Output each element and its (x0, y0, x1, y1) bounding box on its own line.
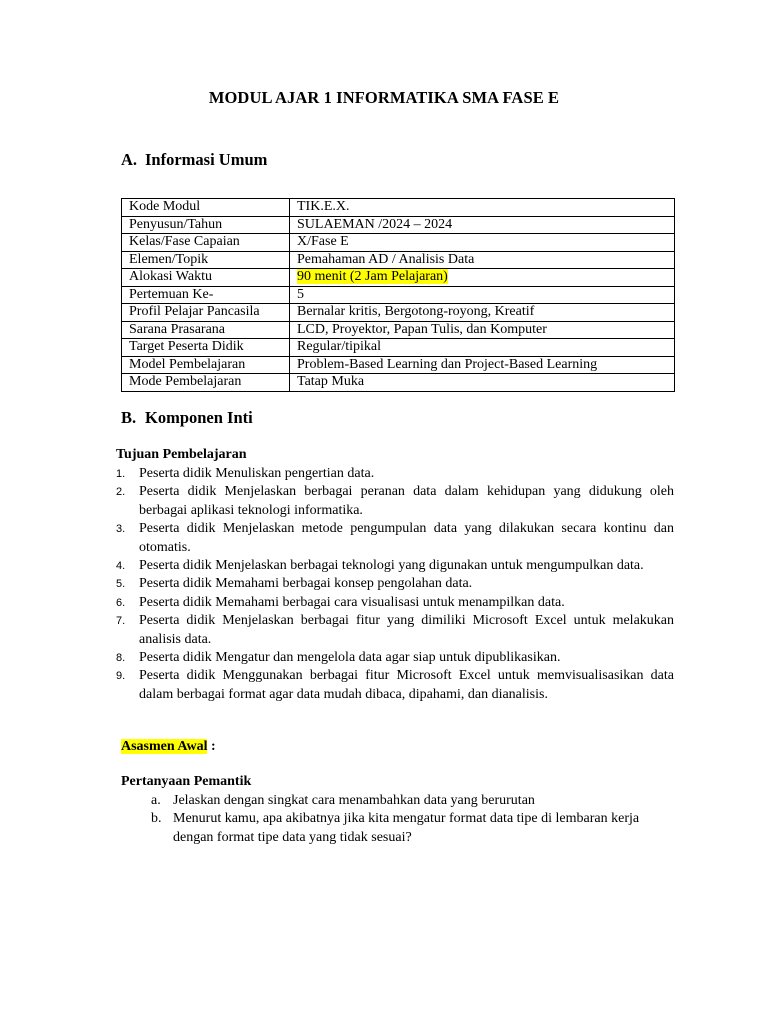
list-number: 2. (116, 486, 126, 499)
list-number: 4. (116, 560, 126, 573)
list-item-text: Peserta didik Memahami berbagai cara visualisasi untuk menampilkan data. (139, 594, 565, 610)
list-item-text: Jelaskan dengan singkat cara menambahkan data yang berurutan (173, 793, 535, 808)
info-key: Pertemuan Ke- (122, 286, 290, 304)
list-item (116, 465, 674, 483)
info-key: Profil Pelajar Pancasila (122, 304, 290, 322)
list-item-text: Peserta didik Menuliskan pengertian data. (139, 466, 375, 481)
list-item (151, 810, 671, 847)
section-b-number: B. (121, 408, 137, 427)
learning-objectives-title: Tujuan Pembelajaran (116, 447, 247, 462)
table-row (122, 339, 675, 357)
info-value-highlighted (290, 269, 675, 287)
info-key: Alokasi Waktu (122, 269, 290, 287)
table-row (122, 216, 675, 234)
info-value: Bernalar kritis, Bergotong-royong, Kreatif (290, 304, 675, 322)
section-a-title: Informasi Umum (145, 150, 268, 169)
list-item-text: Peserta didik Menjelaskan berbagai teknologi yang digunakan untuk mengumpulkan data. (139, 558, 644, 574)
info-key: Mode Pembelajaran (122, 374, 290, 392)
info-key: Kelas/Fase Capaian (122, 234, 290, 252)
list-item (116, 483, 674, 520)
info-value: LCD, Proyektor, Papan Tulis, dan Komputer (290, 321, 675, 339)
info-key: Penyusun/Tahun (122, 216, 290, 234)
highlighted-text: 90 menit (2 Jam Pelajaran) (297, 269, 448, 284)
list-item-text: Peserta didik Mengatur dan mengelola data agar siap untuk dipublikasikan. (139, 650, 561, 666)
table-row (122, 251, 675, 269)
info-value: Problem-Based Learning dan Project-Based Learning (290, 356, 675, 374)
list-letter: b. (151, 811, 162, 827)
assessment-colon: : (207, 739, 216, 754)
section-a-number: A. (121, 150, 138, 169)
trigger-questions-title: Pertanyaan Pemantik (121, 774, 252, 789)
table-row (122, 199, 675, 217)
table-row (122, 286, 675, 304)
list-item (116, 575, 674, 593)
table-row (122, 304, 675, 322)
info-key: Model Pembelajaran (122, 356, 290, 374)
table-row (122, 234, 675, 252)
learning-objectives-list (116, 465, 674, 704)
list-number: 5. (116, 578, 126, 591)
list-item (116, 594, 674, 612)
table-row (122, 269, 675, 287)
info-key: Sarana Prasarana (122, 321, 290, 339)
list-item (116, 649, 674, 667)
info-value: Regular/tipikal (290, 339, 675, 357)
list-item-text: Peserta didik Menggunakan berbagai fitur Microsoft Excel untuk memvisualisasikan data dalam berbagai format agar data mudah dibaca, dipahami, dan dianalisis. (139, 668, 674, 702)
info-key: Elemen/Topik (122, 251, 290, 269)
list-letter: a. (151, 793, 161, 808)
list-item (116, 557, 674, 575)
info-value: 5 (290, 286, 675, 304)
list-number: 3. (116, 523, 126, 536)
list-item (116, 612, 674, 649)
list-number: 7. (116, 615, 126, 628)
list-number: 8. (116, 652, 126, 665)
info-value: Tatap Muka (290, 374, 675, 392)
list-item (116, 520, 674, 557)
list-number: 6. (116, 596, 126, 609)
info-key: Target Peserta Didik (122, 339, 290, 357)
list-item-text: Peserta didik Menjelaskan metode pengumpulan data yang dilakukan secara kontinu dan otomatis. (139, 521, 674, 555)
highlighted-text: Asasmen Awal (121, 739, 208, 754)
trigger-questions-list (151, 792, 671, 847)
list-item (116, 667, 674, 704)
section-a-heading (121, 150, 267, 170)
info-value: SULAEMAN /2024 – 2024 (290, 216, 675, 234)
list-number: 9. (116, 670, 126, 683)
list-item-text: Peserta didik Memahami berbagai konsep pengolahan data. (139, 576, 473, 592)
list-number: 1. (116, 468, 126, 480)
table-row (122, 374, 675, 392)
list-item-text: Peserta didik Menjelaskan berbagai peranan data dalam kehidupan yang didukung oleh berbagai aplikasi teknologi informatika. (139, 484, 674, 518)
info-table (121, 198, 675, 392)
table-row (122, 356, 675, 374)
info-key: Kode Modul (122, 199, 290, 217)
table-row (122, 321, 675, 339)
list-item (151, 792, 671, 810)
info-value: X/Fase E (290, 234, 675, 252)
info-value: Pemahaman AD / Analisis Data (290, 251, 675, 269)
section-b-title: Komponen Inti (145, 408, 253, 427)
section-b-heading (121, 408, 253, 428)
list-item-text: Peserta didik Menjelaskan berbagai fitur yang dimiliki Microsoft Excel untuk melakukan analisis data. (139, 613, 674, 647)
list-item-text: Menurut kamu, apa akibatnya jika kita mengatur format data tipe di lembaran kerja dengan format tipe data yang tidak sesuai? (173, 811, 640, 845)
document-title: MODUL AJAR 1 INFORMATIKA SMA FASE E (208, 88, 560, 107)
info-value: TIK.E.X. (290, 199, 675, 217)
initial-assessment-label (121, 739, 216, 755)
